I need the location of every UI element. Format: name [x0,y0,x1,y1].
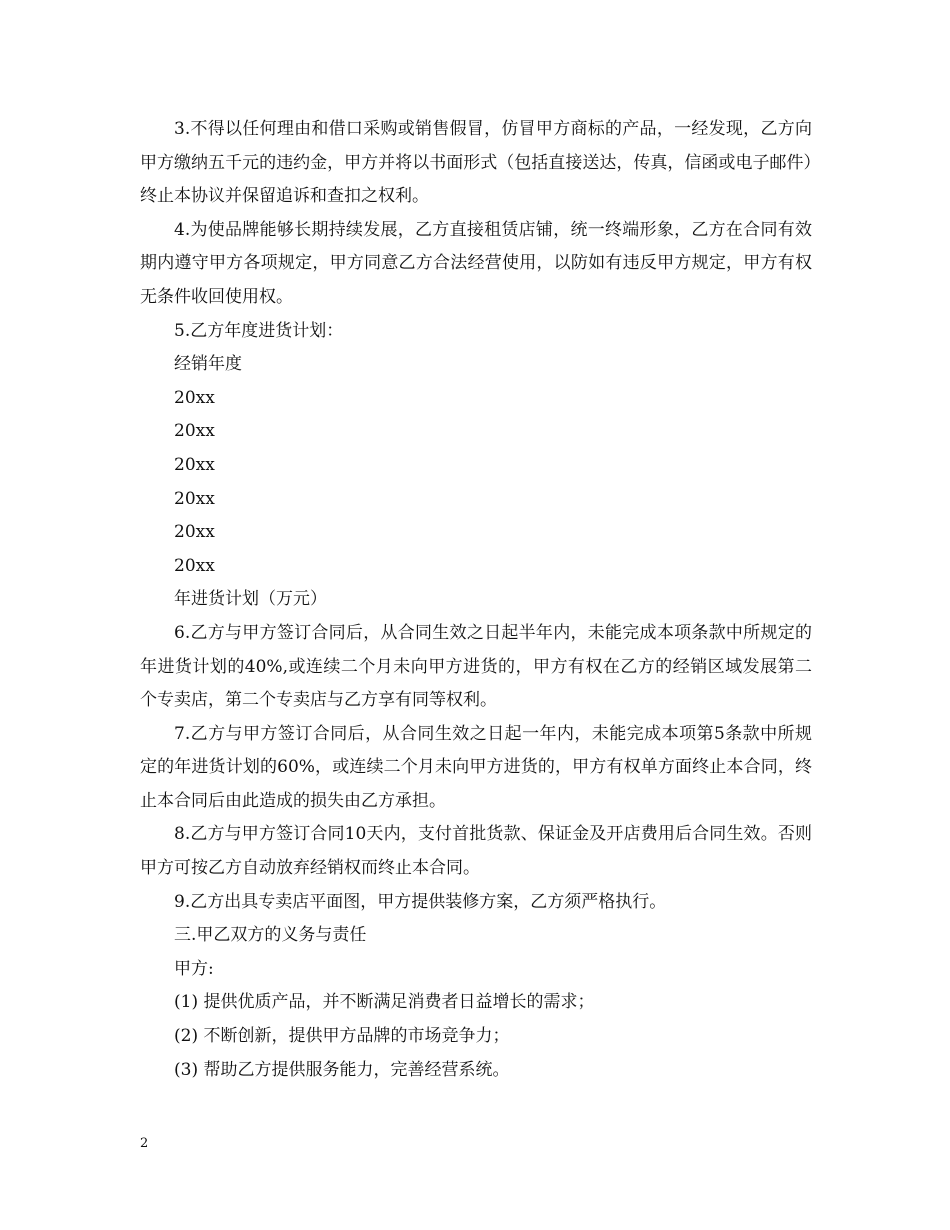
clause-9: 9.乙方出具专卖店平面图，甲方提供装修方案，乙方须严格执行。 [174,891,667,912]
plan-year: 20xx [174,454,215,475]
obligation-item: (2) 不断创新，提供甲方品牌的市场竞争力； [174,1026,510,1047]
clause-5: 5.乙方年度进货计划： [174,320,344,341]
clause-7: 7.乙方与甲方签订合同后，从合同生效之日起一年内，未能完成本项第5条款中所规定的年进货计划的60%，或连续二个月未向甲方进货的，甲方有权单方面终止本合同，终止本合同后由此造成的损失由乙方承担。 [140,723,812,811]
obligation-item: (3) 帮助乙方提供服务能力，完善经营系统。 [174,1059,510,1080]
plan-year: 20xx [174,522,215,543]
party-a-label: 甲方: [174,958,214,979]
plan-year: 20xx [174,555,215,576]
clause-8: 8.乙方与甲方签订合同10天内，支付首批货款、保证金及开店费用后合同生效。否则甲方可按乙方自动放弃经销权而终止本合同。 [140,824,812,879]
plan-year: 20xx [174,421,215,442]
section-heading: 三.甲乙双方的义务与责任 [174,925,367,946]
plan-year: 20xx [174,488,215,509]
plan-amount-header: 年进货计划（万元） [174,589,327,610]
plan-year: 20xx [174,387,215,408]
page-number: 2 [140,1136,149,1151]
document-body [140,113,812,1087]
clause-4: 4.为使品牌能够长期持续发展，乙方直接租赁店铺，统一终端形象，乙方在合同有效期内遵守甲方各项规定，甲方同意乙方合法经营使用，以防如有违反甲方规定，甲方有权无条件收回使用权。 [140,219,812,307]
clause-6: 6.乙方与甲方签订合同后，从合同生效之日起半年内，未能完成本项条款中所规定的年进货计划的40%,或连续二个月未向甲方进货的，甲方有权在乙方的经销区域发展第二个专卖店，第二个专卖店与乙方享有同等权利。 [140,622,812,711]
clause-3: 3.不得以任何理由和借口采购或销售假冒，仿冒甲方商标的产品，一经发现，乙方向甲方缴纳五千元的违约金，甲方并将以书面形式（包括直接送达，传真，信函或电子邮件）终止本协议并保留追诉和查扣之权利。 [140,119,812,207]
obligation-item: (1) 提供优质产品，并不断满足消费者日益增长的需求； [174,992,595,1013]
plan-year-header: 经销年度 [174,354,242,375]
